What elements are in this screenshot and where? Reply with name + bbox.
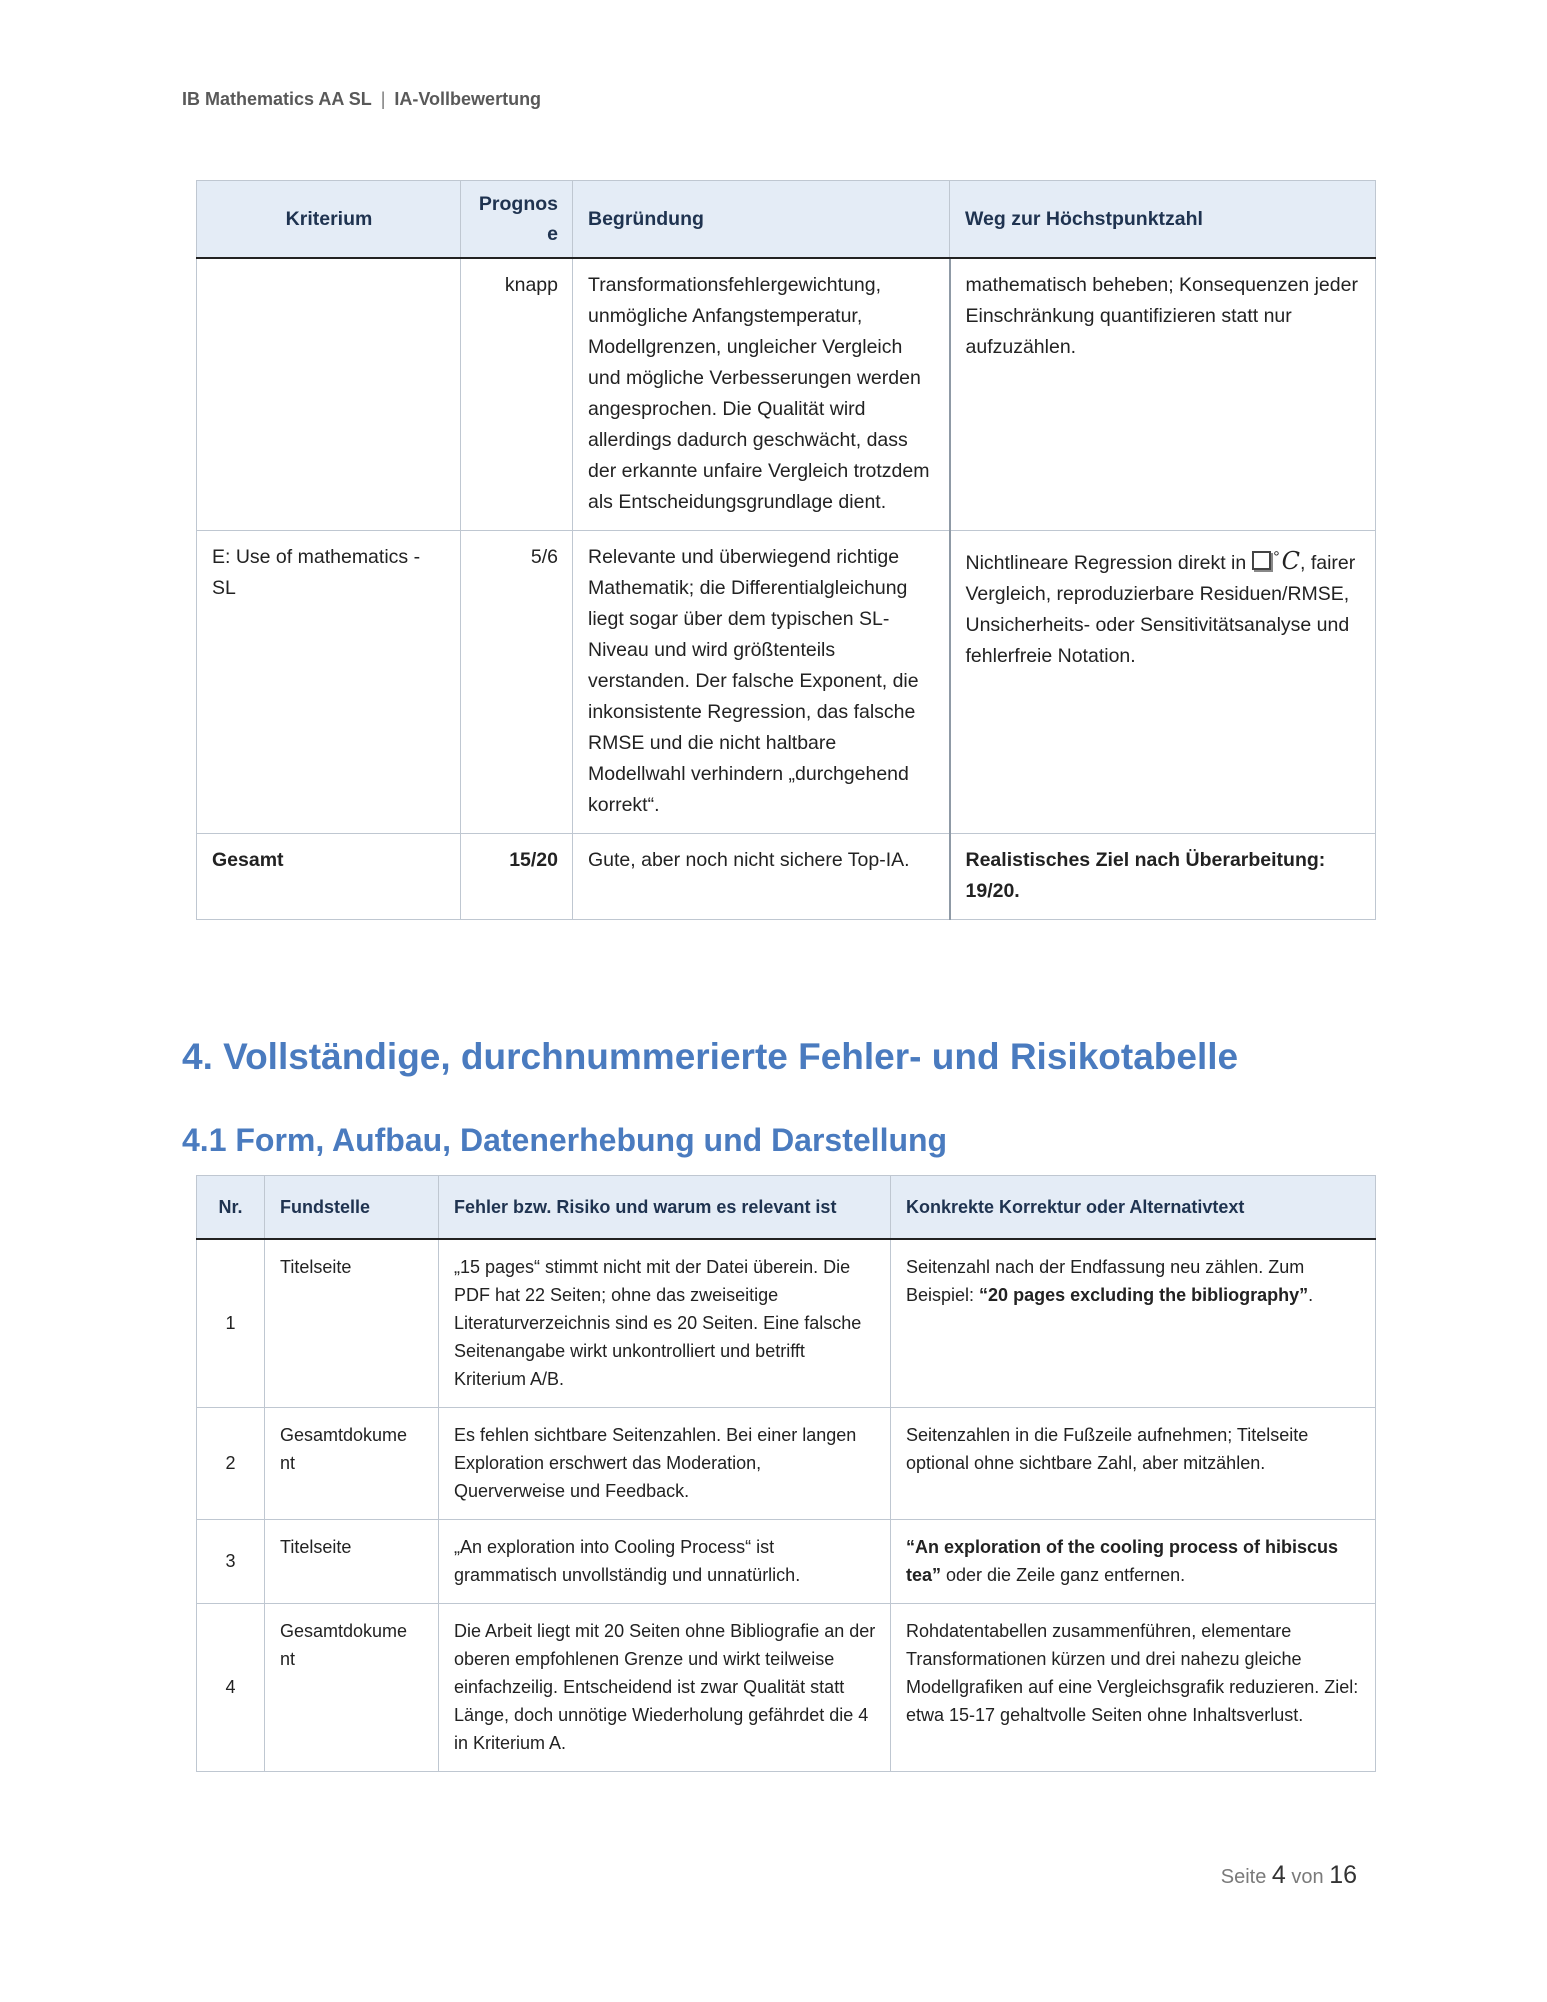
- table-row-total: [197, 834, 1376, 920]
- col-header-criterion: Kriterium: [197, 181, 461, 259]
- col-header-location: Fundstelle: [265, 1176, 439, 1240]
- criterion-cell: Gesamt: [197, 834, 461, 920]
- criterion-cell: [197, 258, 461, 531]
- header-doc-type: IA-Vollbewertung: [394, 89, 542, 109]
- fix-suffix: .: [1308, 1285, 1314, 1305]
- nr-cell: 3: [197, 1520, 265, 1604]
- col-header-nr: Nr.: [197, 1176, 265, 1240]
- reason-cell: Gute, aber noch nicht sichere Top-IA.: [573, 834, 950, 920]
- reason-cell: Transformationsfehlergewichtung, unmögliche Anfangstemperatur, Modellgrenzen, ungleicher Vergleich und mögliche Verbesserungen werden angesprochen. Die Qualität wird allerdings dadurch geschwächt, dass der erkannte unfaire Vergleich trotzdem als Entscheidungsgrundlage dient.: [573, 258, 950, 531]
- fix-suffix: oder die Zeile ganz entfernen.: [941, 1565, 1186, 1585]
- running-header: [182, 89, 541, 110]
- path-cell: Realistisches Ziel nach Überarbeitung: 19/20.: [950, 834, 1376, 920]
- page-number-footer: [1221, 1861, 1357, 1890]
- path-cell: [950, 531, 1376, 834]
- fix-example: “20 pages excluding the bibliography”: [979, 1285, 1309, 1305]
- subsection-heading: 4.1 Form, Aufbau, Datenerhebung und Darstellung: [182, 1122, 948, 1158]
- issue-cell: „An exploration into Cooling Process“ ist grammatisch unvollständig und unnatürlich.: [439, 1520, 891, 1604]
- nr-cell: 4: [197, 1604, 265, 1772]
- location-cell: Titelseite: [265, 1239, 439, 1408]
- reason-cell: Relevante und überwiegend richtige Mathematik; die Differentialgleichung liegt sogar über dem typischen SL-Niveau und wird größtenteils verstanden. Der falsche Exponent, die inkonsistente Regression, das falsche RMSE und die nicht haltbare Modellwahl verhindern „durchgehend korrekt“.: [573, 531, 950, 834]
- footer-page-label: Seite: [1220, 1866, 1267, 1888]
- fix-cell: [891, 1239, 1376, 1408]
- placeholder-box-icon: [1252, 551, 1271, 570]
- score-cell: knapp: [461, 258, 573, 531]
- error-table: [196, 1175, 1376, 1772]
- table-row: [197, 1520, 1376, 1604]
- path-cell: mathematisch beheben; Konsequenzen jeder Einschränkung quantifizieren statt nur aufzuzählen.: [950, 258, 1376, 531]
- path-text: Nichtlineare Regression direkt in: [965, 552, 1247, 574]
- footer-page-total: 16: [1329, 1861, 1357, 1889]
- footer-page-number: 4: [1271, 1861, 1286, 1889]
- section-heading: 4. Vollständige, durchnummerierte Fehler- und Risikotabelle: [182, 1036, 1239, 1077]
- score-cell: 15/20: [461, 834, 573, 920]
- path-text-rest: , fairer Vergleich, reproduzierbare Residuen/RMSE, Unsicherheits- oder Sensitivitätsanalyse und fehlerfreie Notation.: [965, 552, 1356, 667]
- issue-cell: Es fehlen sichtbare Seitenzahlen. Bei einer langen Exploration erschwert das Moderation, Querverweise und Feedback.: [439, 1408, 891, 1520]
- location-cell: Gesamtdokume nt: [265, 1604, 439, 1772]
- score-cell: 5/6: [461, 531, 573, 834]
- table-row: [197, 258, 1376, 531]
- issue-cell: Die Arbeit liegt mit 20 Seiten ohne Bibliografie an der oberen empfohlenen Grenze und wirkt teilweise einfachzeilig. Entscheidend ist zwar Qualität statt Länge, doch unnötige Wiederholung gefährdet die 4 in Kriterium A.: [439, 1604, 891, 1772]
- location-cell: Gesamtdokume nt: [265, 1408, 439, 1520]
- header-separator: |: [380, 89, 386, 109]
- nr-cell: 1: [197, 1239, 265, 1408]
- assessment-table: [196, 180, 1376, 920]
- header-course: IB Mathematics AA SL: [182, 89, 372, 109]
- table-row: [197, 1604, 1376, 1772]
- table-row: [197, 531, 1376, 834]
- table-header-row: [197, 1176, 1376, 1240]
- criterion-cell: E: Use of mathematics - SL: [197, 531, 461, 834]
- col-header-prognosis: Prognos e: [461, 181, 573, 259]
- table-row: [197, 1408, 1376, 1520]
- col-header-reason: Begründung: [573, 181, 950, 259]
- fix-text: Seitenzahl nach der Endfassung neu zählen. Zum Beispiel:: [906, 1257, 1305, 1305]
- col-header-issue: Fehler bzw. Risiko und warum es relevant ist: [439, 1176, 891, 1240]
- col-header-path: Weg zur Höchstpunktzahl: [950, 181, 1376, 259]
- footer-of-label: von: [1291, 1866, 1324, 1888]
- unit-letter: C: [1281, 547, 1300, 575]
- table-header-row: [197, 181, 1376, 259]
- degree-icon: °: [1273, 549, 1280, 566]
- location-cell: Titelseite: [265, 1520, 439, 1604]
- fix-example: “An exploration of the cooling process of hibiscus tea”: [906, 1537, 1339, 1585]
- fix-cell: Rohdatentabellen zusammenführen, elementare Transformationen kürzen und drei nahezu gleiche Modellgrafiken auf eine Vergleichsgrafik reduzieren. Ziel: etwa 15-17 gehaltvolle Seiten ohne Inhaltsverlust.: [891, 1604, 1376, 1772]
- table-row: [197, 1239, 1376, 1408]
- nr-cell: 2: [197, 1408, 265, 1520]
- col-header-fix: Konkrekte Korrektur oder Alternativtext: [891, 1176, 1376, 1240]
- issue-cell: „15 pages“ stimmt nicht mit der Datei überein. Die PDF hat 22 Seiten; ohne das zweiseitige Literaturverzeichnis sind es 20 Seiten. Eine falsche Seitenangabe wirkt unkontrolliert und betrifft Kriterium A/B.: [439, 1239, 891, 1408]
- fix-cell: Seitenzahlen in die Fußzeile aufnehmen; Titelseite optional ohne sichtbare Zahl, aber mitzählen.: [891, 1408, 1376, 1520]
- fix-cell: [891, 1520, 1376, 1604]
